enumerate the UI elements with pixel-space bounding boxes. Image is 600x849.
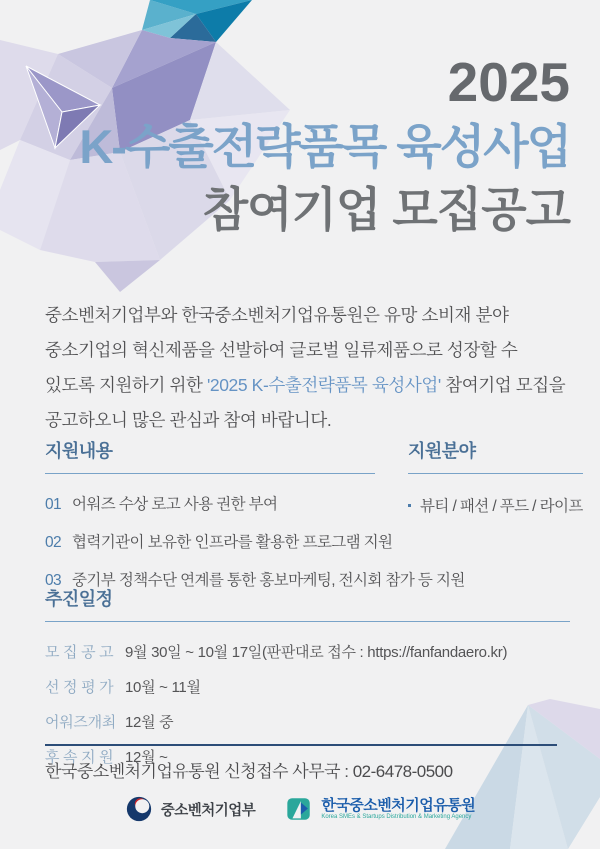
support-content-list — [45, 492, 465, 590]
footer-logos — [0, 795, 600, 823]
schedule-label: 어워즈개최 — [45, 714, 116, 731]
bullet-icon — [408, 504, 411, 507]
support-content-heading: 지원내용 — [45, 437, 375, 474]
headline-year: 2025 — [447, 51, 570, 113]
list-item — [45, 530, 393, 552]
schedule-rows — [45, 641, 570, 767]
support-field-heading: 지원분야 — [408, 437, 583, 474]
section-schedule — [45, 585, 570, 781]
item-number: 01 — [45, 496, 62, 513]
agency-emblem-icon — [285, 795, 313, 823]
agency-logo-label: 한국중소벤처기업유통원 — [321, 796, 476, 814]
headline-subtitle: 참여기업 모집공고 — [202, 183, 570, 236]
schedule-label: 후 속 지 원 — [45, 749, 114, 766]
intro-paragraph — [45, 298, 570, 438]
schedule-value: 10월 ~ 11월 — [125, 679, 201, 696]
support-columns — [45, 437, 583, 606]
schedule-value: 9월 30일 ~ 10월 17일(판판대로 접수 : https://fanfandaero.kr) — [125, 644, 508, 661]
footer-divider — [45, 744, 557, 746]
list-item — [45, 492, 375, 514]
agency-logo-subtitle: Korea SMEs & Startups Distribution & Marketing Agency — [321, 814, 472, 821]
agency-logo-text-block — [321, 797, 475, 821]
schedule-row — [45, 641, 570, 662]
item-number: 03 — [45, 572, 62, 589]
intro-text-after: 참여기업 모집을 공고하오니 많은 관심과 참여 바랍니다. — [45, 374, 566, 430]
section-support-field — [408, 437, 583, 606]
schedule-value: 12월 중 — [125, 714, 174, 731]
ministry-logo — [125, 795, 256, 823]
ministry-emblem-icon — [125, 795, 153, 823]
item-text: 협력기관이 보유한 인프라를 활용한 프로그램 지원 — [72, 534, 393, 551]
ministry-logo-label: 중소벤처기업부 — [160, 802, 256, 819]
item-text: 어워즈 수상 로고 사용 권한 부여 — [72, 496, 278, 513]
item-number: 02 — [45, 534, 62, 551]
item-text: 중기부 정책수단 연계를 통한 홍보마케팅, 전시회 참가 등 지원 — [72, 572, 465, 589]
schedule-value: 12월 ~ — [125, 749, 168, 766]
schedule-label: 선 정 평 가 — [45, 679, 114, 696]
schedule-label: 모 집 공 고 — [45, 644, 114, 661]
schedule-row — [45, 711, 570, 732]
agency-logo — [285, 795, 475, 823]
support-field-text: 뷰티 / 패션 / 푸드 / 라이프 — [420, 498, 583, 515]
headline-title: K-수출전략품목 육성사업 — [79, 120, 570, 173]
contact-info: 한국중소벤처기업유통원 신청접수 사무국 : 02-6478-0500 — [45, 762, 453, 781]
schedule-row — [45, 676, 570, 697]
intro-text-before: 중소벤처기업부와 한국중소벤처기업유통원은 유망 소비재 분야 중소기업의 혁신제품을 선발하여 글로벌 일류제품으로 성장할 수 있도록 지원하기 위한 — [45, 304, 518, 395]
support-field-item — [408, 494, 583, 516]
intro-highlight: '2025 K-수출전략품목 육성사업' — [206, 374, 441, 395]
schedule-heading: 추진일정 — [45, 585, 570, 622]
headline-block — [79, 51, 570, 236]
